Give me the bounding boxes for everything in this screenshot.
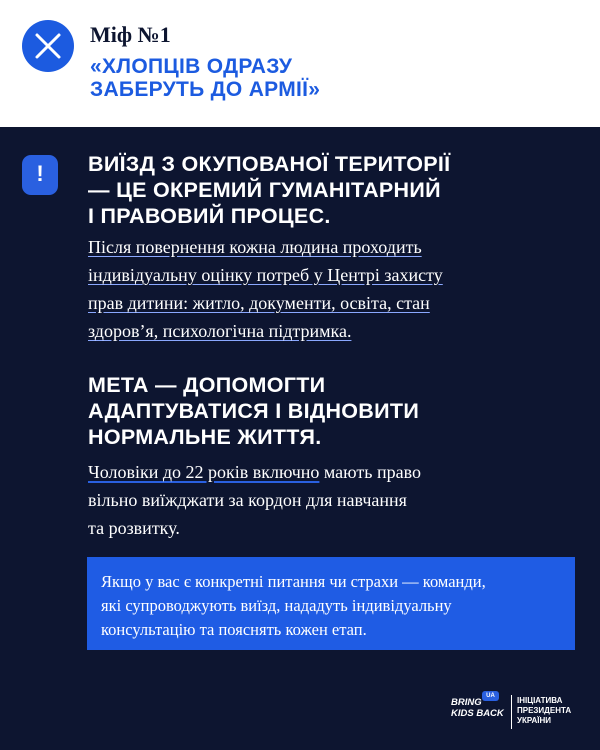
goal-heading: МЕТА — ДОПОМОГТИ АДАПТУВАТИСЯ І ВІДНОВИТИ НОРМАЛЬНЕ ЖИТТЯ.: [88, 373, 420, 449]
exclamation-glyph: !: [36, 161, 44, 186]
bring-kids-back-logo: BRING KIDS BACK: [451, 697, 504, 719]
footer-logo: [451, 695, 579, 731]
goal-paragraph: [88, 458, 578, 542]
goal-paragraph-rest: мають право вільно виїжджати за кордон для навчання та розвитку.: [88, 462, 421, 538]
info-box: [87, 557, 575, 650]
fact-paragraph: Після повернення кожна людина проходить індивідуальну оцінку потреб у Центрі захисту прав дитини: житло, документи, освіта, стан здоров’я, психологічна підтримка.: [88, 237, 443, 341]
x-circle-icon: [22, 20, 74, 72]
fact-heading: ВИЇЗД З ОКУПОВАНОЇ ТЕРИТОРІЇ — ЦЕ ОКРЕМИЙ ГУМАНІТАРНИЙ І ПРАВОВИЙ ПРОЦЕС.: [88, 152, 451, 228]
exclamation-icon: [22, 155, 58, 195]
logo-divider: [511, 695, 512, 729]
myth-quote: «ХЛОПЦІВ ОДРАЗУ ЗАБЕРУТЬ ДО АРМІЇ»: [90, 55, 321, 101]
underlined-phrase: Чоловіки до 22 років включно: [88, 462, 320, 482]
myth-header: [0, 0, 600, 127]
myth-label: Міф №1: [90, 22, 171, 47]
president-initiative: ІНІЦІАТИВА ПРЕЗИДЕНТА УКРАЇНИ: [517, 696, 572, 725]
ua-badge: UA: [482, 691, 499, 701]
info-box-text: Якщо у вас є конкретні питання чи страхи — команди, які супроводжують виїзд, нададуть індивідуальну консультацію та пояснять кожен етап.: [101, 572, 486, 639]
